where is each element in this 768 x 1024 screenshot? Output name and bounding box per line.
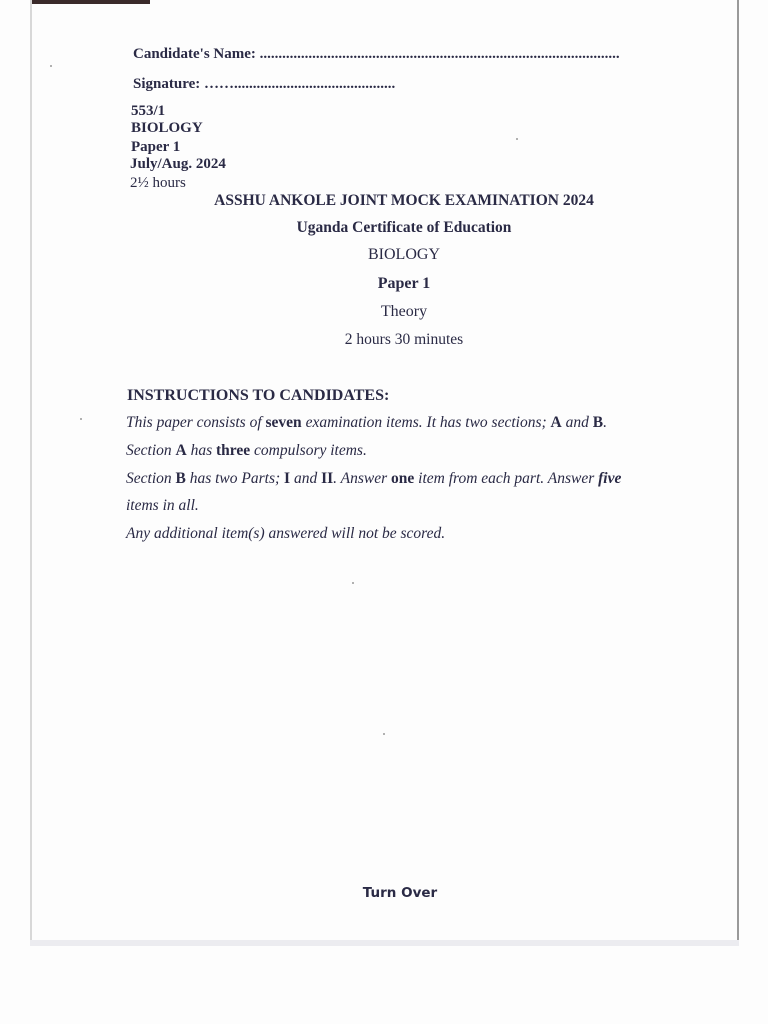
candidate-name-field: Candidate's Name: ................................................................................................	[133, 46, 620, 62]
instr-text: has two Parts;	[185, 470, 285, 487]
scan-speck	[383, 733, 385, 735]
header-subject: BIOLOGY	[131, 120, 203, 136]
title-paper: Paper 1	[377, 275, 431, 292]
instr-emphasis: B	[175, 470, 186, 487]
scan-speck	[516, 138, 518, 140]
instr-emphasis: B	[592, 414, 604, 431]
instr-emphasis: A	[550, 414, 562, 431]
instr-text: and	[561, 414, 593, 431]
header-date: July/Aug. 2024	[130, 156, 226, 172]
instr-text: This paper consists of	[126, 414, 266, 431]
paper-code: 553/1	[131, 103, 166, 119]
instruction-line-3	[126, 470, 621, 488]
instr-text: has	[186, 442, 216, 459]
instr-emphasis: A	[175, 442, 187, 459]
scan-edge-top	[30, 0, 150, 4]
title-subject: BIOLOGY	[368, 246, 440, 263]
instr-text: Section	[126, 442, 176, 459]
signature-field: Signature: ……...........................................	[133, 76, 396, 92]
instr-emphasis: three	[216, 442, 251, 459]
instr-text: .	[603, 414, 607, 431]
instruction-line-4: items in all.	[126, 497, 199, 514]
instruction-line-1	[126, 414, 607, 432]
instr-text: item from each part. Answer	[414, 470, 599, 487]
instr-emphasis: I	[284, 470, 291, 487]
scan-speck	[50, 65, 52, 67]
instr-emphasis: II	[321, 470, 334, 487]
scan-speck	[352, 582, 354, 584]
instr-emphasis: five	[598, 470, 622, 487]
header-paper: Paper 1	[131, 139, 181, 155]
header-hours: 2½ hours	[130, 175, 186, 191]
instr-emphasis: seven	[265, 414, 302, 431]
certificate-title: Uganda Certificate of Education	[296, 219, 512, 236]
exam-title: ASSHU ANKOLE JOINT MOCK EXAMINATION 2024	[214, 192, 594, 209]
title-duration: 2 hours 30 minutes	[344, 331, 464, 348]
instr-text: and	[290, 470, 322, 487]
instr-text: compulsory items.	[250, 442, 367, 459]
scan-edge-right	[737, 0, 739, 945]
scan-edge-bottom	[30, 940, 739, 946]
instr-emphasis: one	[391, 470, 415, 487]
scan-speck	[80, 418, 82, 420]
instruction-line-2	[126, 442, 367, 460]
instr-text: examination items. It has two sections;	[301, 414, 551, 431]
turn-over-label: Turn Over	[362, 885, 438, 901]
instructions-heading: INSTRUCTIONS TO CANDIDATES:	[127, 387, 390, 404]
instr-text: Section	[126, 470, 176, 487]
scan-edge-left	[30, 0, 32, 945]
instruction-line-5: Any additional item(s) answered will not be scored.	[126, 525, 446, 542]
title-type: Theory	[380, 303, 428, 320]
instr-text: . Answer	[333, 470, 392, 487]
